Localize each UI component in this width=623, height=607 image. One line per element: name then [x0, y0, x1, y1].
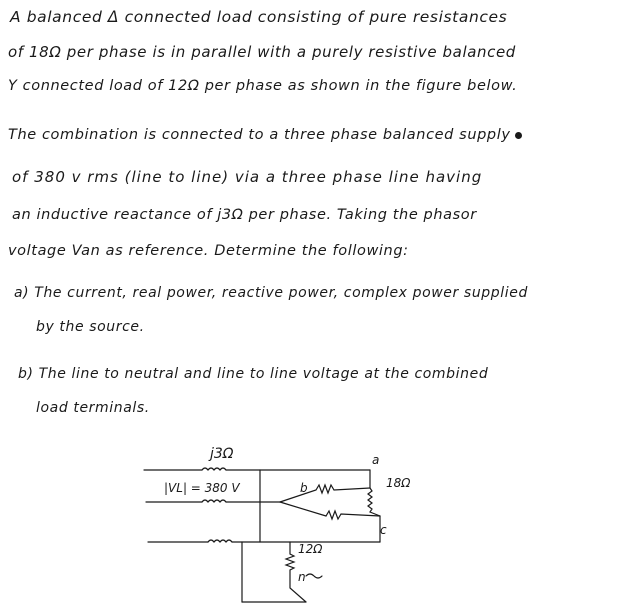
node-a-label: a [372, 453, 380, 467]
problem-line-3: Y connected load of 12Ω per phase as shown in the figure below. [8, 78, 518, 94]
problem-line-4-text: The combination is connected to a three phase balanced supply [8, 127, 511, 143]
node-c-label: c [380, 523, 387, 537]
delta-resistor-bc [280, 502, 380, 519]
wye-neutral-resistor [306, 574, 322, 578]
problem-line-8: a) The current, real power, reactive power, complex power supplied [14, 285, 528, 301]
problem-line-10: b) The line to neutral and line to line voltage at the combined [18, 366, 489, 382]
delta-resistor-ab [280, 485, 370, 502]
wye-resistance-label: 12Ω [298, 542, 323, 556]
supply-voltage-label: |VL| = 380 V [164, 481, 240, 495]
bullet-dot [515, 132, 522, 139]
delta-resistance-label: 18Ω [386, 476, 411, 490]
problem-line-1: A balanced Δ connected load consisting of pure resistances [10, 8, 508, 26]
circuit-diagram [130, 438, 460, 606]
problem-line-9: by the source. [36, 319, 145, 335]
line-b-inductor [202, 500, 226, 502]
line-c-inductor [208, 540, 232, 542]
line-reactance-label: j3Ω [210, 446, 234, 462]
problem-line-6: an inductive reactance of j3Ω per phase. Taking the phasor [12, 207, 477, 223]
delta-resistor-ca [368, 488, 380, 516]
node-b-label: b [300, 481, 308, 495]
problem-line-11: load terminals. [36, 400, 150, 416]
node-n-label: n [298, 570, 306, 584]
problem-line-4 [8, 127, 522, 143]
line-a-inductor [202, 468, 226, 470]
problem-line-5: of 380 v rms (line to line) via a three phase line having [12, 168, 483, 186]
problem-line-2: of 18Ω per phase is in parallel with a purely resistive balanced [8, 43, 516, 61]
problem-line-7: voltage Van as reference. Determine the following: [8, 243, 409, 259]
